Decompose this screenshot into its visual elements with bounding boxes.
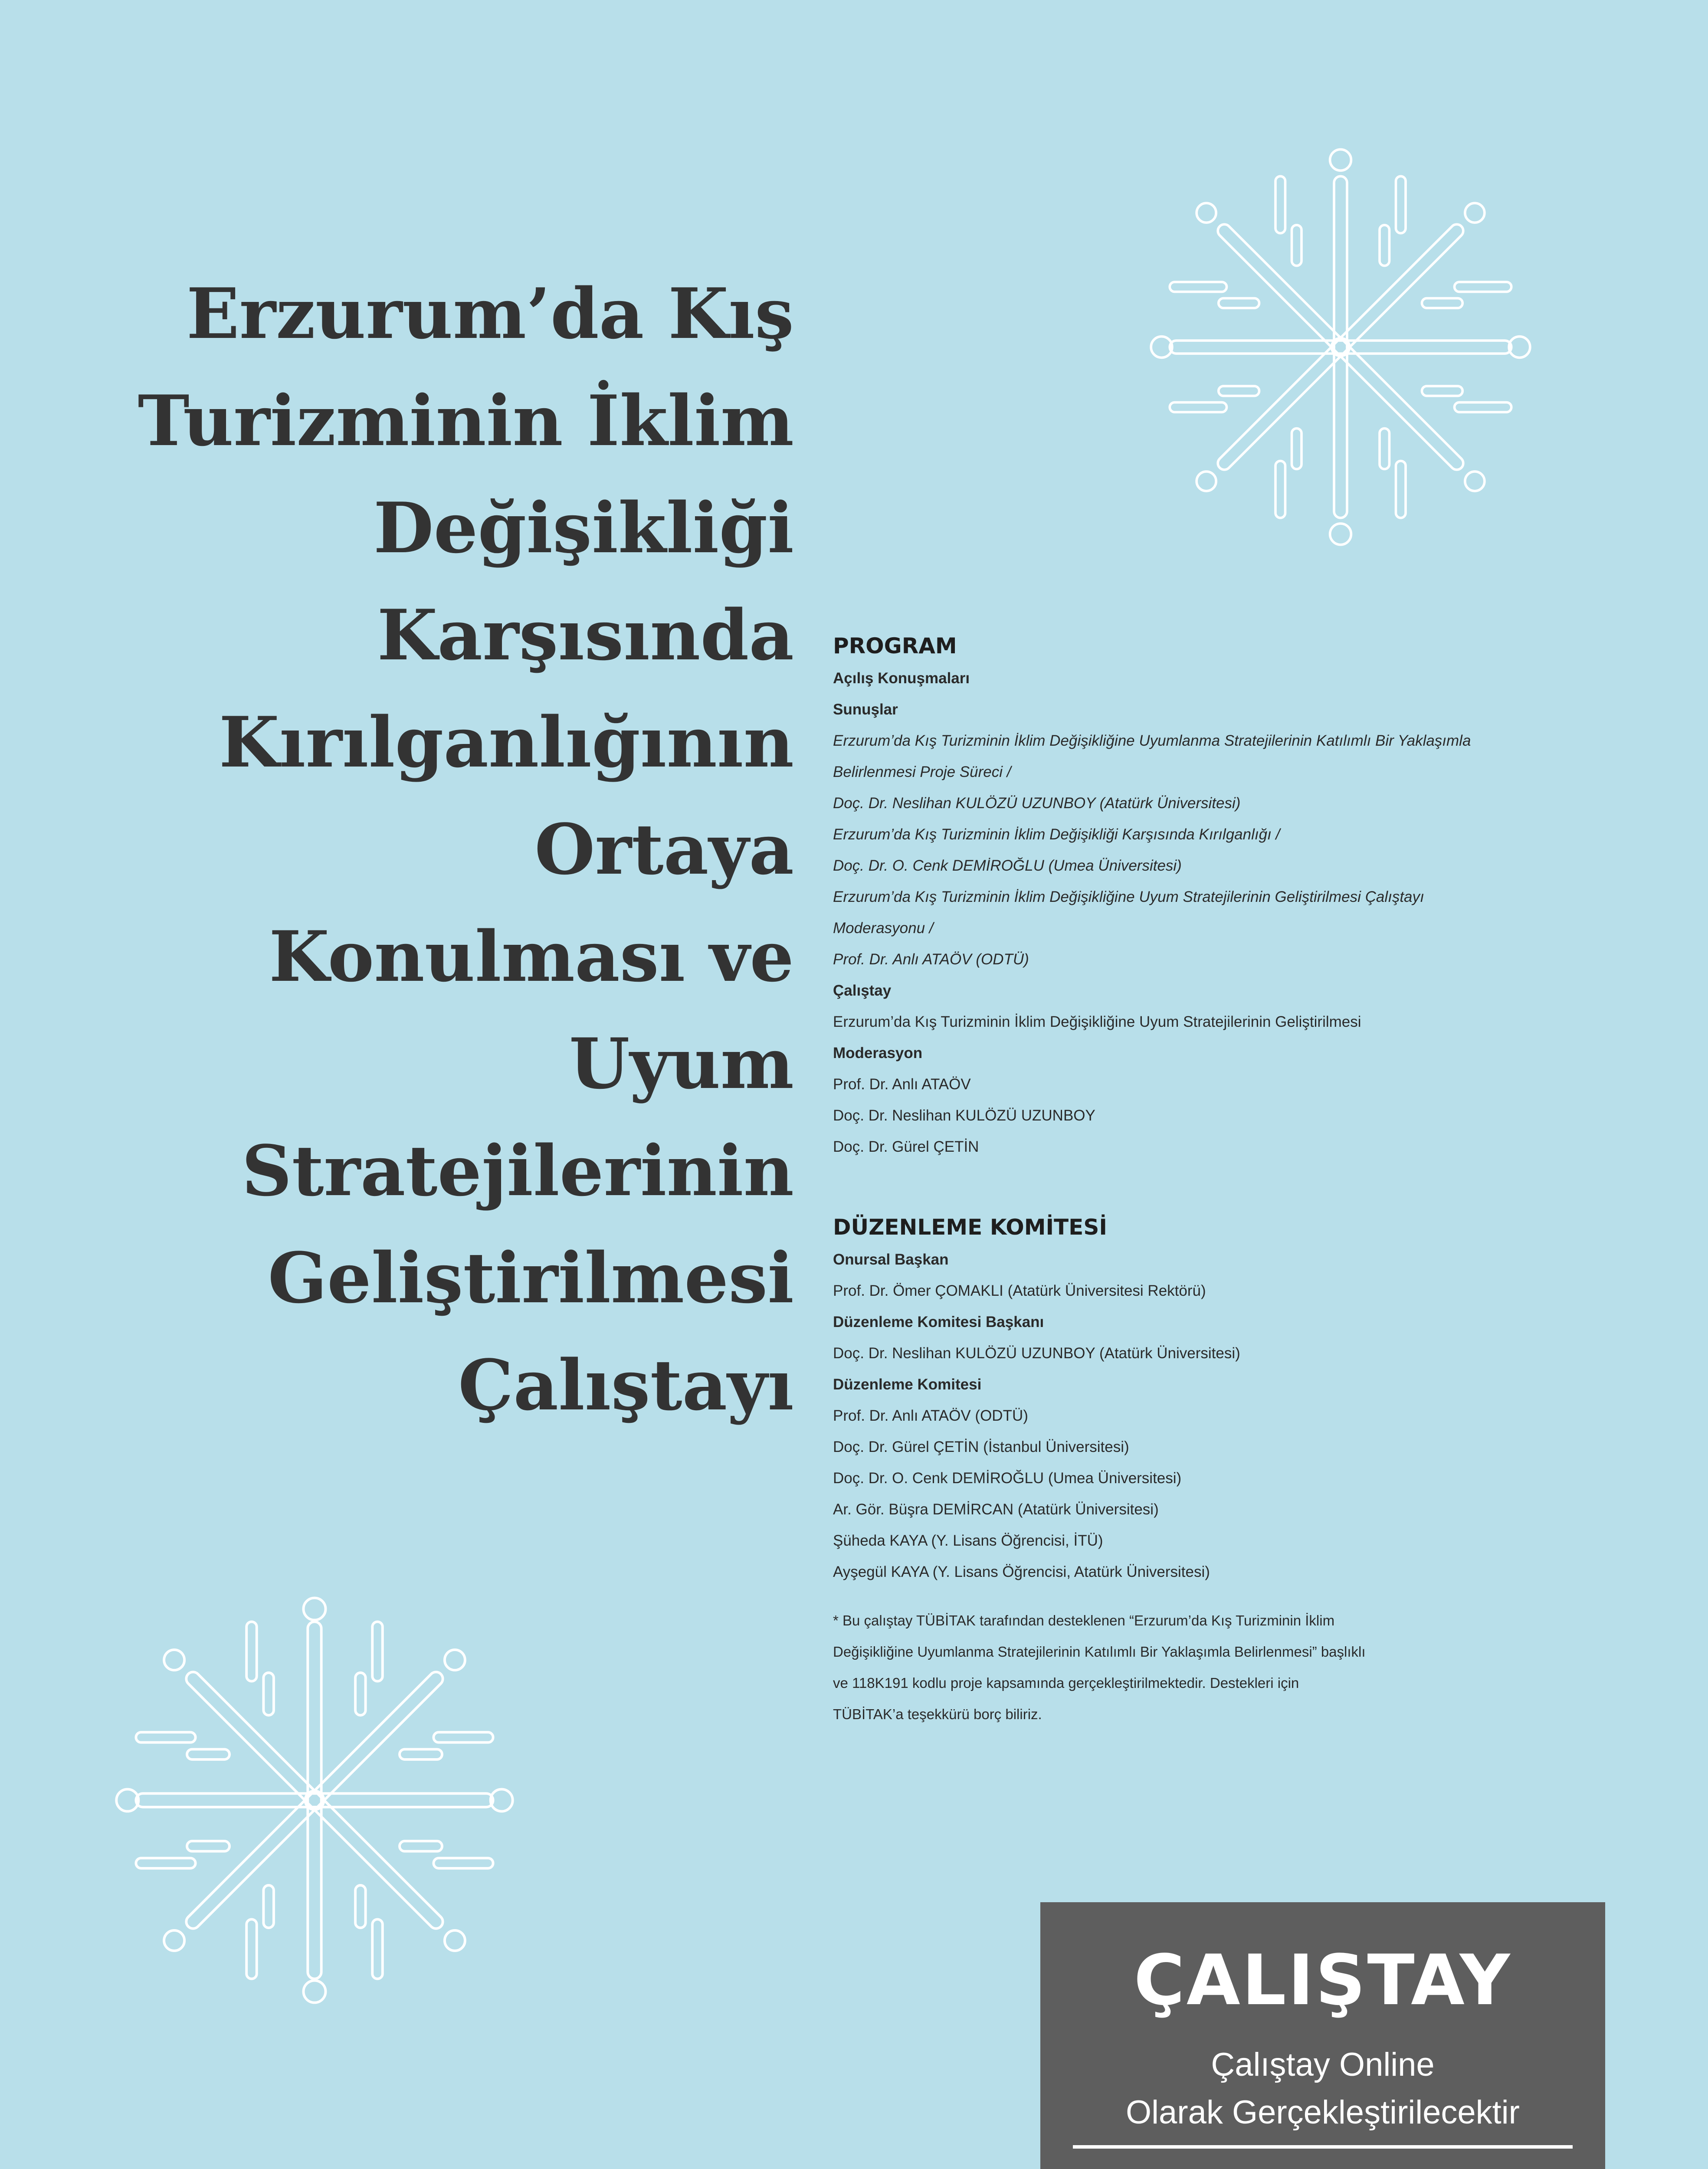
committee-line: Doç. Dr. Gürel ÇETİN (İstanbul Üniversitesi) — [833, 1438, 1129, 1455]
event-subtitle-line: Çalıştay Online — [1211, 2046, 1435, 2083]
committee-section — [833, 1215, 1570, 1588]
program-line: Erzurum’da Kış Turizminin İklim Değişikliğine Uyum Stratejilerinin Geliştirilmesi Çalıştayı — [833, 888, 1424, 905]
program-line: Doç. Dr. Neslihan KULÖZÜ UZUNBOY (Atatürk Üniversitesi) — [833, 795, 1241, 812]
program-line: Moderasyon — [833, 1045, 923, 1062]
title-line: Geliştirilmesi — [268, 1237, 794, 1319]
program-list — [833, 663, 1570, 1163]
title-line: Değişikliği — [373, 487, 794, 569]
program-heading: PROGRAM — [833, 633, 957, 659]
title-line: Kırılganlığının — [219, 701, 794, 783]
note-line: * Bu çalıştay TÜBİTAK tarafından desteklenen “Erzurum’da Kış Turizminin İklim — [833, 1612, 1335, 1628]
event-title: ÇALIŞTAY — [1134, 1940, 1512, 2021]
title-line: Karşısında — [377, 594, 794, 676]
title-line: Erzurum’da Kış — [186, 273, 794, 354]
committee-line: Şüheda KAYA (Y. Lisans Öğrencisi, İTÜ) — [833, 1532, 1103, 1549]
committee-line: Prof. Dr. Anlı ATAÖV (ODTÜ) — [833, 1407, 1028, 1424]
committee-line: Düzenleme Komitesi — [833, 1376, 982, 1393]
program-content — [833, 633, 1570, 1730]
program-line: Prof. Dr. Anlı ATAÖV — [833, 1076, 971, 1093]
program-line: Sunuşlar — [833, 701, 898, 718]
snowflake-icon — [108, 1588, 521, 2013]
program-line: Erzurum’da Kış Turizminin İklim Değişikliğine Uyumlanma Stratejilerinin Katılımlı Bir Yaklaşımla — [833, 732, 1471, 749]
program-line: Belirlenmesi Proje Süreci / — [833, 763, 1011, 780]
program-line: Çalıştay — [833, 982, 892, 999]
event-subtitle — [1040, 2041, 1605, 2136]
title-line: Konulması ve — [269, 916, 794, 997]
program-line: Doç. Dr. O. Cenk DEMİROĞLU (Umea Üniversitesi) — [833, 857, 1182, 874]
program-line: Erzurum’da Kış Turizminin İklim Değişikliği Karşısında Kırılganlığı / — [833, 826, 1280, 843]
panel-divider — [1073, 2145, 1573, 2149]
note-line: Değişikliğine Uyumlanma Stratejilerinin Katılımlı Bir Yaklaşımla Belirlenmesi” başlıklı — [833, 1644, 1366, 1660]
funding-note — [833, 1605, 1570, 1730]
note-line: TÜBİTAK’a teşekkürü borç biliriz. — [833, 1706, 1042, 1722]
note-line: ve 118K191 kodlu proje kapsamında gerçekleştirilmektedir. Destekleri için — [833, 1675, 1299, 1691]
title-line: Çalıştayı — [458, 1344, 794, 1426]
committee-line: Onursal Başkan — [833, 1251, 949, 1268]
committee-line: Doç. Dr. Neslihan KULÖZÜ UZUNBOY (Atatürk Üniversitesi) — [833, 1345, 1240, 1362]
committee-line: Prof. Dr. Ömer ÇOMAKLI (Atatürk Üniversitesi Rektörü) — [833, 1282, 1206, 1299]
title-line: Uyum — [569, 1023, 794, 1104]
program-line: Doç. Dr. Neslihan KULÖZÜ UZUNBOY — [833, 1107, 1095, 1124]
committee-line: Doç. Dr. O. Cenk DEMİROĞLU (Umea Üniversitesi) — [833, 1470, 1182, 1487]
title-line: Stratejilerinin — [242, 1130, 794, 1212]
event-subtitle-line: Olarak Gerçekleştirilecektir — [1126, 2094, 1520, 2131]
program-line: Moderasyonu / — [833, 920, 934, 937]
program-line: Prof. Dr. Anlı ATAÖV (ODTÜ) — [833, 951, 1029, 968]
title-line: Ortaya — [534, 809, 794, 890]
program-line: Erzurum’da Kış Turizminin İklim Değişikliğine Uyum Stratejilerinin Geliştirilmesi — [833, 1013, 1361, 1030]
poster-title — [61, 260, 794, 1439]
committee-line: Ayşegül KAYA (Y. Lisans Öğrencisi, Atatürk Üniversitesi) — [833, 1563, 1210, 1580]
program-line: Doç. Dr. Gürel ÇETİN — [833, 1138, 979, 1155]
committee-line: Düzenleme Komitesi Başkanı — [833, 1314, 1044, 1330]
title-line: Turizminin İklim — [138, 380, 794, 462]
committee-heading: DÜZENLEME KOMİTESİ — [833, 1215, 1107, 1240]
event-panel — [1040, 1902, 1605, 2169]
program-line: Açılış Konuşmaları — [833, 670, 970, 687]
snowflake-icon — [1145, 134, 1536, 560]
committee-line: Ar. Gör. Büşra DEMİRCAN (Atatürk Üniversitesi) — [833, 1501, 1159, 1518]
